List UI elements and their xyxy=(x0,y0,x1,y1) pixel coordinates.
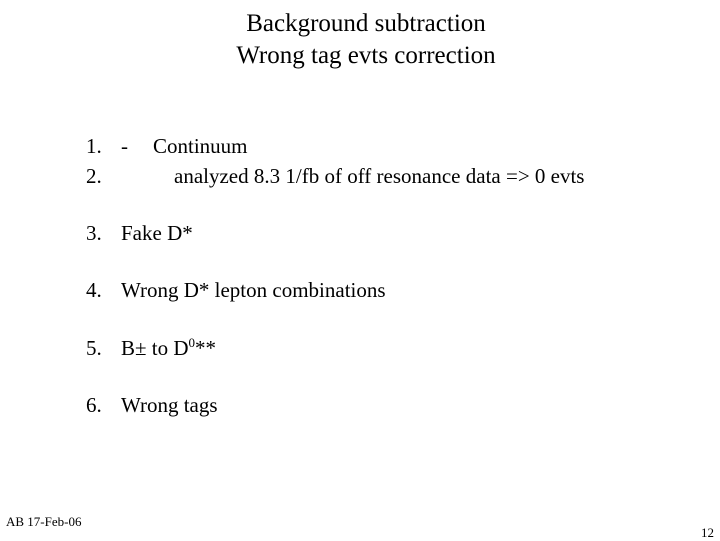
item-number-6: 6. xyxy=(86,393,102,417)
item-dash-1: - xyxy=(121,134,128,158)
item-text-4: Wrong D* lepton combinations xyxy=(121,278,386,302)
page-number: 12 xyxy=(701,525,714,540)
item-number-5: 5. xyxy=(86,336,102,360)
item-number-1: 1. xyxy=(86,134,102,158)
item-text-5-main: B± to D xyxy=(121,336,189,360)
item-text-5-suffix: ** xyxy=(195,336,217,360)
item-number-2: 2. xyxy=(86,164,102,188)
footer-author-date: AB 17-Feb-06 xyxy=(6,514,82,529)
item-text-5-superscript: 0 xyxy=(188,335,196,350)
item-text-2: analyzed 8.3 1/fb of off resonance data => 0 evts xyxy=(174,164,585,188)
item-number-3: 3. xyxy=(86,221,102,245)
item-text-1: Continuum xyxy=(153,134,248,158)
item-text-3: Fake D* xyxy=(121,221,193,245)
item-number-4: 4. xyxy=(86,278,102,302)
item-text-6: Wrong tags xyxy=(121,393,218,417)
slide-title xyxy=(0,8,720,72)
title-line-1: Background subtraction xyxy=(246,10,486,37)
item-text-5 xyxy=(121,335,216,364)
title-line-2: Wrong tag evts correction xyxy=(236,42,496,69)
